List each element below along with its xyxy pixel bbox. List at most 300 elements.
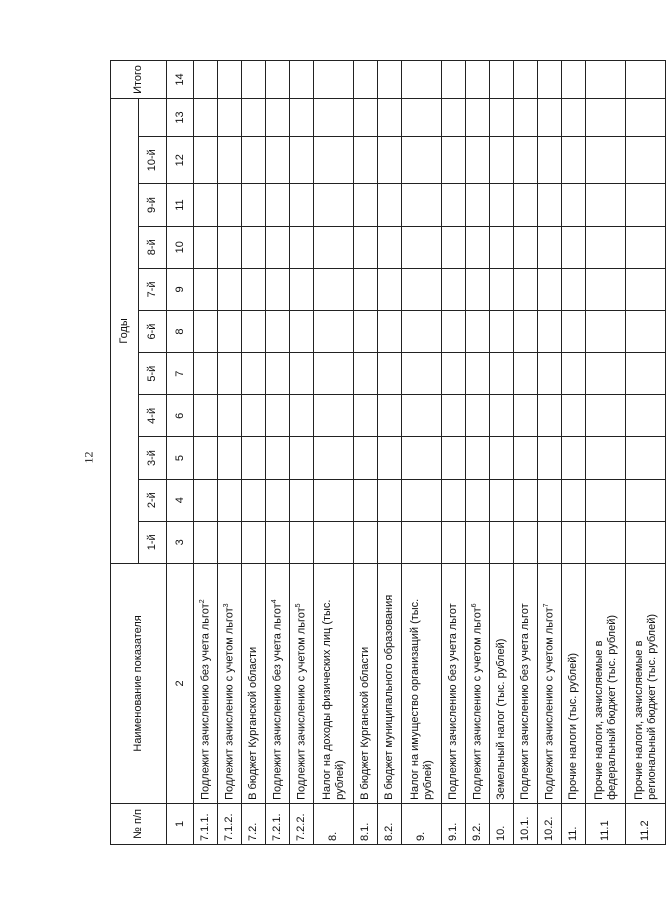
value-cell [562,136,586,184]
row-name [402,563,442,803]
table-row [538,61,562,845]
column-header-name: Наименование показателя [111,563,167,803]
row-number: 7.1.1. [194,803,218,844]
value-cell [626,184,666,226]
footnote-marker: 4 [270,599,278,604]
value-cell [466,98,490,136]
value-cell [562,353,586,395]
header-row-1 [111,61,139,845]
value-cell [586,98,626,136]
row-name-text: Земельный налог (тыс. рублей) [495,638,508,800]
row-name [194,563,218,803]
value-cell [466,226,490,268]
value-cell [218,310,242,352]
table-row [354,61,378,845]
row-name [466,563,490,803]
page-number: 12 [81,451,96,464]
value-cell [586,268,626,310]
row-number: 7.2.1. [266,803,290,844]
value-cell [514,98,538,136]
value-cell [266,136,290,184]
value-cell [562,521,586,563]
value-cell [194,184,218,226]
row-name-text: Подлежит зачислению без учета льгот [447,603,460,800]
value-cell [242,184,266,226]
value-cell [538,268,562,310]
table-row [378,61,402,845]
index-cell: 11 [167,184,194,226]
value-cell [290,310,314,352]
value-cell [354,61,378,99]
value-cell [442,437,466,479]
value-cell [466,268,490,310]
value-cell [442,353,466,395]
index-cell: 6 [167,395,194,437]
row-name-text: Подлежит зачислению без учета льгот [271,603,284,800]
value-cell [538,521,562,563]
value-cell [442,521,466,563]
value-cell [562,226,586,268]
value-cell [562,61,586,99]
row-number: 10. [490,803,514,844]
value-cell [538,395,562,437]
value-cell [378,226,402,268]
value-cell [626,310,666,352]
year-header: 7-й [139,268,167,310]
index-cell: 10 [167,226,194,268]
value-cell [354,268,378,310]
table-row [466,61,490,845]
value-cell [242,310,266,352]
footnote-marker: 5 [294,603,302,608]
value-cell [490,395,514,437]
row-name-text: В бюджет муниципального образования [383,594,396,800]
index-cell: 7 [167,353,194,395]
value-cell [490,98,514,136]
row-name-text: Подлежит зачислению с учетом льгот [471,607,484,800]
value-cell [314,479,354,521]
value-cell [266,268,290,310]
value-cell [586,136,626,184]
value-cell [218,268,242,310]
value-cell [586,61,626,99]
value-cell [466,353,490,395]
value-cell [290,98,314,136]
index-cell: 12 [167,136,194,184]
value-cell [314,98,354,136]
value-cell [218,395,242,437]
value-cell [378,268,402,310]
footnote-marker: 2 [198,599,206,604]
value-cell [402,395,442,437]
value-cell [354,136,378,184]
row-number: 8.2. [378,803,402,844]
value-cell [514,61,538,99]
value-cell [562,98,586,136]
value-cell [538,61,562,99]
value-cell [218,184,242,226]
value-cell [194,395,218,437]
value-cell [586,437,626,479]
value-cell [242,353,266,395]
row-number: 7.1.2. [218,803,242,844]
value-cell [290,61,314,99]
value-cell [514,310,538,352]
value-cell [218,226,242,268]
row-name [378,563,402,803]
value-cell [266,310,290,352]
value-cell [562,479,586,521]
year-header: 9-й [139,184,167,226]
row-name-text: Прочие налоги (тыс. рублей) [567,652,580,800]
value-cell [466,395,490,437]
value-cell [514,353,538,395]
value-cell [314,310,354,352]
value-cell [290,184,314,226]
value-cell [538,136,562,184]
value-cell [490,353,514,395]
row-name [242,563,266,803]
value-cell [514,268,538,310]
value-cell [490,184,514,226]
year-header: 1-й [139,521,167,563]
row-name-text: В бюджет Курганской области [247,646,260,800]
value-cell [314,61,354,99]
value-cell [242,61,266,99]
value-cell [378,395,402,437]
value-cell [626,353,666,395]
table-row [490,61,514,845]
row-number: 10.1. [514,803,538,844]
year-header: 10-й [139,136,167,184]
value-cell [266,479,290,521]
row-name-text: Подлежит зачислению с учетом льгот [543,607,556,800]
value-cell [194,98,218,136]
row-name [562,563,586,803]
footnote-marker: 3 [222,603,230,608]
value-cell [378,437,402,479]
value-cell [194,268,218,310]
value-cell [314,437,354,479]
table-body [111,61,666,845]
value-cell [194,353,218,395]
row-number: 9.1. [442,803,466,844]
value-cell [402,268,442,310]
value-cell [490,437,514,479]
row-number: 8.1. [354,803,378,844]
row-name [538,563,562,803]
value-cell [218,437,242,479]
index-cell: 4 [167,479,194,521]
value-cell [562,310,586,352]
value-cell [538,98,562,136]
value-cell [314,268,354,310]
value-cell [402,136,442,184]
value-cell [442,310,466,352]
value-cell [266,61,290,99]
footnote-marker: 7 [542,603,550,608]
value-cell [266,353,290,395]
value-cell [402,437,442,479]
year-header: 6-й [139,310,167,352]
value-cell [314,184,354,226]
value-cell [378,98,402,136]
value-cell [266,437,290,479]
row-name [586,563,626,803]
value-cell [354,310,378,352]
value-cell [218,136,242,184]
value-cell [442,61,466,99]
footnote-marker: 6 [470,603,478,608]
value-cell [490,479,514,521]
row-number: 8. [314,803,354,844]
value-cell [218,61,242,99]
value-cell [354,395,378,437]
row-name [626,563,666,803]
row-name-text: Прочие налоги, зачисляемые в федеральный бюджет (тыс. рублей) [592,614,618,800]
table-row [442,61,466,845]
value-cell [626,437,666,479]
row-number: 9. [402,803,442,844]
table-row [194,61,218,845]
table-row [514,61,538,845]
value-cell [538,226,562,268]
value-cell [514,226,538,268]
row-name-text: Подлежит зачислению без учета льгот [519,603,532,800]
value-cell [490,61,514,99]
table-row [266,61,290,845]
value-cell [466,521,490,563]
row-name-text: Подлежит зачислению с учетом льгот [223,607,236,800]
row-number: 11.2 [626,803,666,844]
value-cell [466,437,490,479]
table-row [402,61,442,845]
value-cell [194,61,218,99]
row-name [218,563,242,803]
column-header-years: Годы [111,98,139,563]
value-cell [514,521,538,563]
row-name [490,563,514,803]
table-row [314,61,354,845]
value-cell [402,479,442,521]
value-cell [626,268,666,310]
value-cell [314,353,354,395]
row-name-text: Прочие налоги, зачисляемые в региональный бюджет (тыс. рублей) [632,613,658,800]
value-cell [514,479,538,521]
value-cell [242,479,266,521]
index-cell: 13 [167,98,194,136]
table-row [562,61,586,845]
column-header-total: Итого [111,61,167,99]
value-cell [466,479,490,521]
value-cell [314,136,354,184]
row-number: 10.2. [538,803,562,844]
year-header: 5-й [139,353,167,395]
value-cell [442,136,466,184]
value-cell [402,184,442,226]
row-name [266,563,290,803]
value-cell [290,268,314,310]
row-name [514,563,538,803]
value-cell [194,521,218,563]
value-cell [354,353,378,395]
value-cell [586,310,626,352]
row-name-text: Налог на имущество организаций (тыс. рублей) [408,598,434,800]
value-cell [562,268,586,310]
value-cell [466,136,490,184]
table-row [242,61,266,845]
indicator-table [110,60,666,845]
value-cell [378,61,402,99]
year-header: 4-й [139,395,167,437]
value-cell [626,395,666,437]
index-cell: 14 [167,61,194,99]
value-cell [538,479,562,521]
row-number: 7.2.2. [290,803,314,844]
value-cell [290,136,314,184]
value-cell [314,395,354,437]
table-row [218,61,242,845]
value-cell [626,521,666,563]
value-cell [402,61,442,99]
value-cell [290,226,314,268]
value-cell [442,479,466,521]
table-row [626,61,666,845]
value-cell [354,521,378,563]
value-cell [242,521,266,563]
value-cell [538,184,562,226]
value-cell [490,310,514,352]
value-cell [354,226,378,268]
value-cell [402,310,442,352]
row-name [442,563,466,803]
value-cell [242,136,266,184]
value-cell [514,437,538,479]
row-number: 11. [562,803,586,844]
value-cell [402,521,442,563]
value-cell [586,479,626,521]
value-cell [378,521,402,563]
value-cell [466,61,490,99]
value-cell [354,98,378,136]
value-cell [562,437,586,479]
value-cell [490,226,514,268]
value-cell [194,479,218,521]
value-cell [442,226,466,268]
value-cell [290,437,314,479]
value-cell [378,310,402,352]
value-cell [266,395,290,437]
index-cell: 5 [167,437,194,479]
value-cell [378,353,402,395]
index-cell: 2 [167,563,194,803]
row-name [290,563,314,803]
year-header: 2-й [139,479,167,521]
row-name-text: Налог на доходы физических лиц (тыс. рублей) [320,599,346,800]
row-number: 11.1 [586,803,626,844]
value-cell [626,98,666,136]
value-cell [402,226,442,268]
index-cell: 1 [167,803,194,844]
value-cell [442,395,466,437]
year-header: 3-й [139,437,167,479]
value-cell [490,521,514,563]
value-cell [378,184,402,226]
value-cell [562,184,586,226]
value-cell [442,98,466,136]
value-cell [194,310,218,352]
value-cell [626,226,666,268]
value-cell [242,395,266,437]
value-cell [290,395,314,437]
value-cell [626,136,666,184]
value-cell [626,61,666,99]
row-name-text: Подлежит зачислению без учета льгот [199,603,212,800]
value-cell [290,521,314,563]
header-row-index [167,61,194,845]
value-cell [514,395,538,437]
value-cell [314,226,354,268]
value-cell [378,479,402,521]
value-cell [242,268,266,310]
value-cell [218,353,242,395]
column-header-num: № п/п [111,803,167,844]
row-name-text: Подлежит зачислению с учетом льгот [295,607,308,800]
value-cell [626,479,666,521]
value-cell [354,184,378,226]
table-row [586,61,626,845]
value-cell [354,437,378,479]
value-cell [218,479,242,521]
index-cell: 8 [167,310,194,352]
value-cell [538,353,562,395]
value-cell [378,136,402,184]
year-header: 8-й [139,226,167,268]
value-cell [242,226,266,268]
value-cell [194,136,218,184]
value-cell [586,184,626,226]
value-cell [514,136,538,184]
row-name [354,563,378,803]
value-cell [442,268,466,310]
value-cell [266,98,290,136]
value-cell [538,310,562,352]
value-cell [290,353,314,395]
value-cell [354,479,378,521]
value-cell [586,226,626,268]
rotated-table-container [110,60,658,845]
value-cell [586,353,626,395]
index-cell: 9 [167,268,194,310]
value-cell [194,437,218,479]
value-cell [218,98,242,136]
value-cell [218,521,242,563]
value-cell [586,395,626,437]
value-cell [266,226,290,268]
year-header-blank [139,98,167,136]
value-cell [538,437,562,479]
row-number: 9.2. [466,803,490,844]
table-row [290,61,314,845]
value-cell [514,184,538,226]
value-cell [242,437,266,479]
value-cell [402,353,442,395]
value-cell [402,98,442,136]
row-number: 7.2. [242,803,266,844]
value-cell [562,395,586,437]
value-cell [442,184,466,226]
value-cell [314,521,354,563]
